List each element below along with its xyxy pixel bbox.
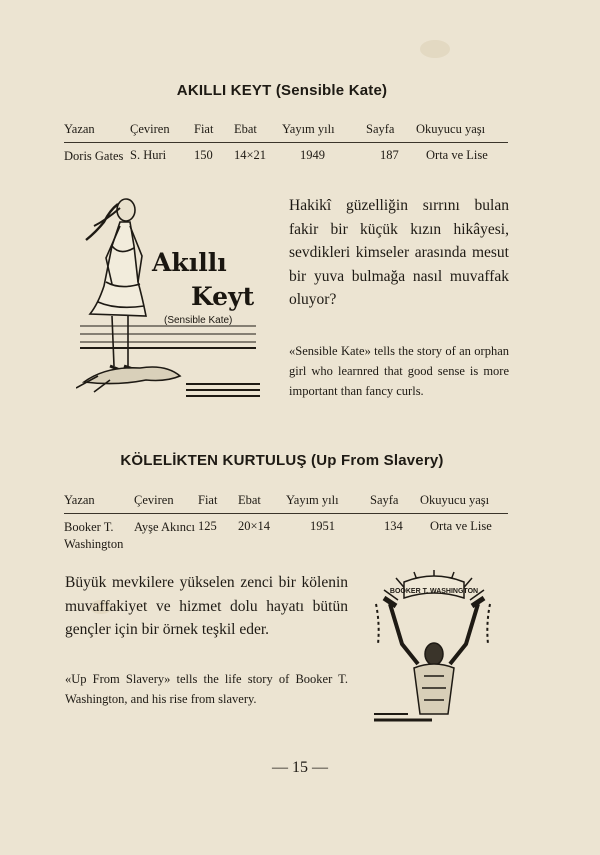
cell-year: 1949 [300,148,325,162]
cell-pages: 187 [380,148,399,162]
section2-title: KÖLELİKTEN KURTULUŞ (Up From Slavery) [120,452,444,469]
section2-description-tr: Büyük mevkilere yükselen zenci bir kölenin muvaffakiyet ve hizmet dolu hayatı bütün gençler için bir örnek teşkil eder. [65,574,348,638]
cell-author: Doris Gates [64,149,124,163]
header-year: Yayım yılı [282,122,366,143]
header-year: Yayım yılı [286,493,370,514]
header-author: Yazan [64,122,130,143]
header-pages: Sayfa [366,122,416,143]
section1-description-en: «Sensible Kate» tells the story of an orphan girl who learnred that good sense is more important than fancy curls. [289,344,509,398]
table-row [64,514,508,554]
section1-info-table [64,122,508,165]
page-number: — 15 — [272,759,328,776]
header-translator: Çeviren [134,493,198,514]
section2-description-en: «Up From Slavery» tells the life story of Booker T. Washington, and his rise from slavery. [65,672,348,706]
header-size: Ebat [238,493,286,514]
section1-title: AKILLI KEYT (Sensible Kate) [176,82,388,99]
cell-year: 1951 [310,519,335,533]
cover-title-line2: Keyt [191,282,255,311]
header-translator: Çeviren [130,122,194,143]
cover-title-line1: Akıllı [152,248,227,277]
cell-size: 14×21 [234,148,267,162]
cell-size: 20×14 [238,519,271,533]
header-price: Fiat [194,122,234,143]
section2-info-table [64,493,508,553]
cell-author: Booker T. Washington [64,520,124,551]
cover-subtitle: (Sensible Kate) [164,315,233,326]
cell-price: 150 [194,148,213,162]
cell-pages: 134 [384,519,403,533]
cell-audience: Orta ve Lise [430,519,492,533]
header-audience: Okuyucu yaşı [420,493,508,514]
cell-translator: S. Huri [130,148,167,162]
booker-washington-illustration [368,564,500,726]
section1-description-tr: Hakikî güzelliğin sırrını bulan fakir bir küçük kızın hikâyesi, sevdikleri kimseler arasında mesut bir yuva bulmağa nasıl muvaffak oluyor? [289,197,509,308]
cell-translator: Ayşe Akıncı [134,520,195,534]
header-size: Ebat [234,122,282,143]
header-audience: Okuyucu yaşı [416,122,508,143]
header-pages: Sayfa [370,493,420,514]
cover-banner-text: BOOKER T. WASHINGTON [389,588,479,595]
header-price: Fiat [198,493,238,514]
cell-price: 125 [198,519,217,533]
table-row [64,143,508,166]
cell-audience: Orta ve Lise [426,148,488,162]
header-author: Yazan [64,493,134,514]
